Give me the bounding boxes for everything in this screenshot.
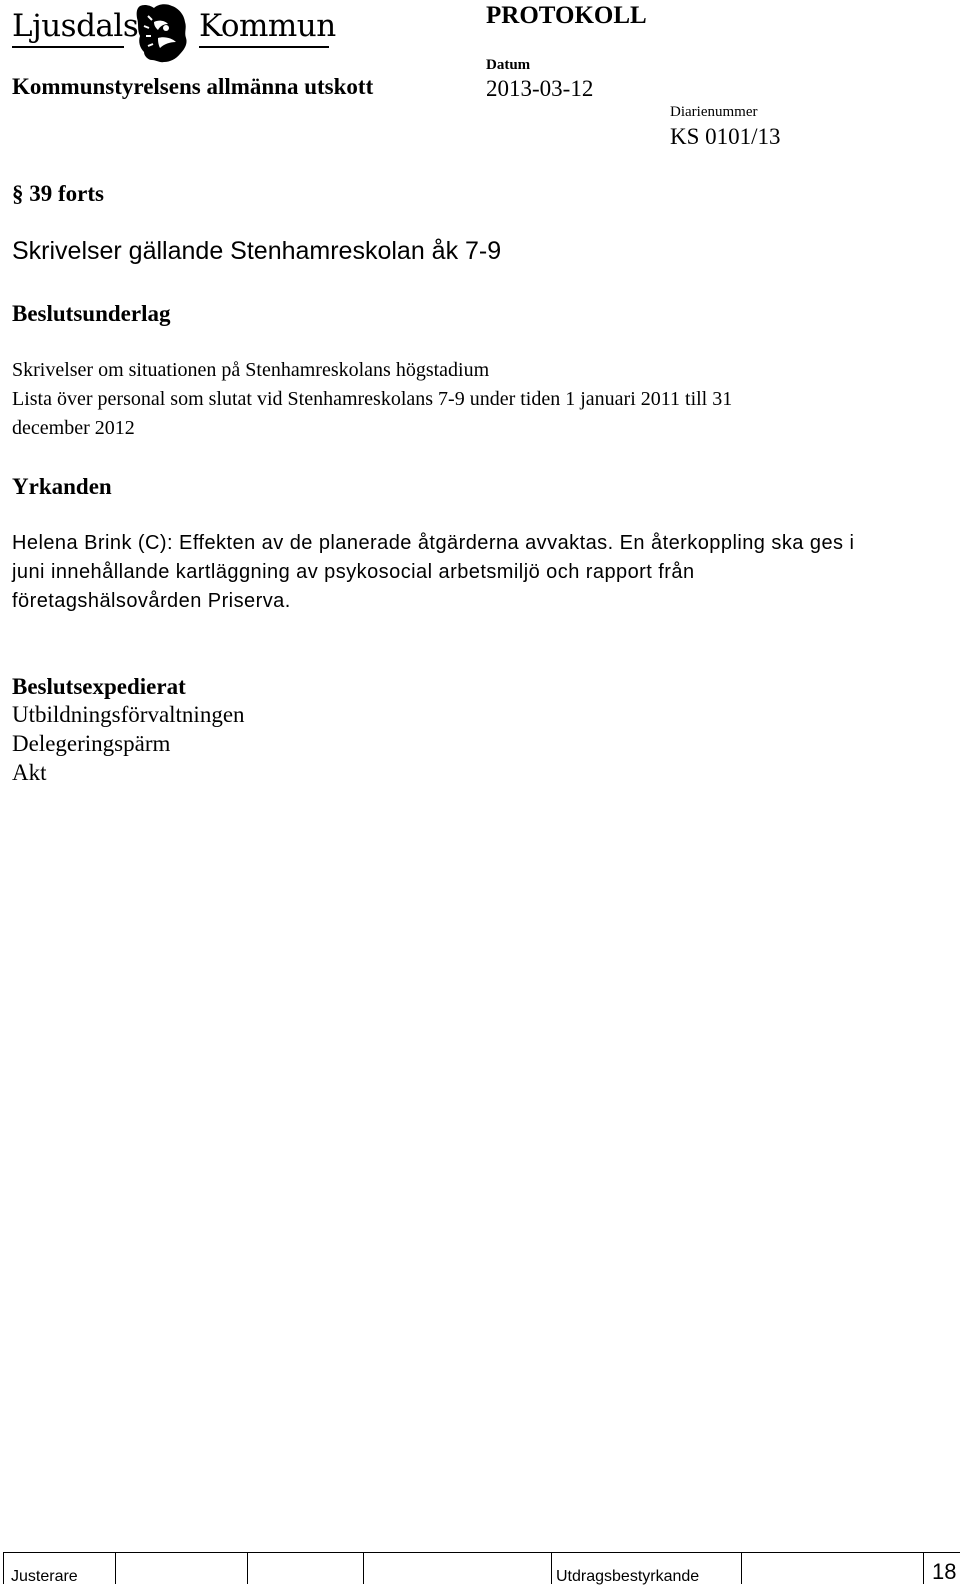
footer-divider — [923, 1553, 924, 1584]
footer-divider — [363, 1553, 364, 1584]
basis-line: Lista över personal som slutat vid Stenhamreskolans 7-9 under tiden 1 januari 2011 till 31 — [12, 388, 733, 410]
footer-divider — [551, 1553, 552, 1584]
registration-number-value: KS 0101/13 — [670, 124, 781, 149]
utdragsbestyrkande-label: Utdragsbestyrkande — [556, 1568, 700, 1585]
motion-line: Helena Brink (C): Effekten av de planerade åtgärderna avvaktas. En återkoppling ska ges i — [12, 532, 855, 554]
page-number: 18 — [932, 1559, 957, 1584]
footer-divider — [115, 1553, 116, 1584]
logo-word-kommun: Kommun — [199, 8, 336, 44]
heading-beslutsexpedierat: Beslutsexpedierat — [12, 674, 186, 699]
footer-divider — [247, 1553, 248, 1584]
basis-line: Skrivelser om situationen på Stenhamreskolans högstadium — [12, 359, 490, 381]
justerare-label: Justerare — [11, 1568, 78, 1585]
logo-word-ljusdals: Ljusdals — [12, 8, 139, 44]
motion-line: företagshälsovården Priserva. — [12, 590, 291, 612]
logo-underline-left — [12, 46, 124, 48]
registration-number-label: Diarienummer — [670, 104, 758, 120]
heading-beslutsunderlag: Beslutsunderlag — [12, 301, 171, 326]
footer-divider — [741, 1553, 742, 1584]
paragraph-number: § 39 forts — [12, 181, 104, 206]
recipient-item: Akt — [12, 760, 47, 785]
committee-name: Kommunstyrelsens allmänna utskott — [12, 74, 374, 99]
section-title: Skrivelser gällande Stenhamreskolan åk 7-9 — [12, 237, 502, 265]
logo-underline-right — [199, 46, 329, 48]
motion-line: juni innehållande kartläggning av psykosocial arbetsmiljö och rapport från — [12, 561, 695, 583]
recipient-item: Delegeringspärm — [12, 731, 171, 756]
signature-footer — [3, 1552, 960, 1584]
footer-divider — [3, 1553, 4, 1584]
basis-line: december 2012 — [12, 417, 135, 439]
date-value: 2013-03-12 — [486, 76, 594, 101]
recipient-item: Utbildningsförvaltningen — [12, 702, 245, 727]
lion-head-icon — [134, 2, 190, 64]
heading-yrkanden: Yrkanden — [12, 474, 112, 499]
date-label: Datum — [486, 57, 531, 73]
document-type: PROTOKOLL — [486, 2, 647, 29]
